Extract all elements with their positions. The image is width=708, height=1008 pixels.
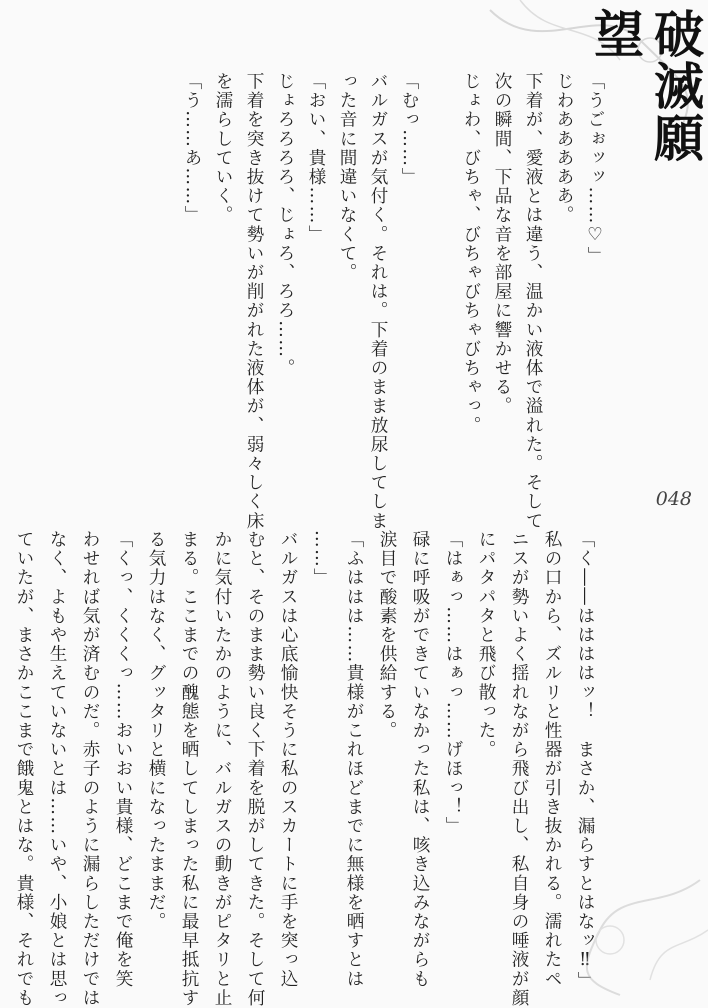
upper-text-block <box>110 72 610 531</box>
text-line: 涙目で酸素を供給する。 <box>377 530 397 741</box>
text-line: まる。ここまでの醜態を晒してしまった私に最早抵抗す <box>179 530 199 1008</box>
text-line: 下着を突き抜けて勢いが削がれた液体が、弱々しく床 <box>244 72 264 531</box>
text-line: 「はぁっ……はぁっ……げほっ！」 <box>443 530 463 836</box>
text-line: バルガスは心底愉快そうに私のスカートに手を突っ込 <box>278 530 298 989</box>
lower-text-block <box>14 530 600 1008</box>
text-line: むと、そのまま勢い良く下着を脱がしてきた。そして何 <box>245 530 265 1008</box>
page-number: 048 <box>655 488 692 510</box>
text-line: わせれば気が済むのだ。赤子のように漏らしただけでは <box>80 530 100 1008</box>
text-line: じわあああああ。 <box>554 72 574 225</box>
text-line: バルガスが気付く。それは。下着のまま放尿してしま <box>368 72 388 531</box>
text-line: 下着が、愛液とは違う、温かい液体で溢れた。そして <box>523 72 543 531</box>
text-line: 「う……あ……」 <box>182 72 202 225</box>
floral-ornament-bottom-icon <box>560 870 708 1000</box>
page-title: 破滅願望 <box>586 8 705 164</box>
text-line: った音に間違いなくて。 <box>337 72 357 283</box>
text-line: 碌に呼吸ができていなかった私は、咳き込みながらも <box>410 530 430 989</box>
text-line: 「おい、貴様……」 <box>306 72 326 244</box>
text-line: 「うごぉッッ……♡」 <box>585 72 605 266</box>
text-line: 次の瞬間、下品な音を部屋に響かせる。 <box>492 72 512 416</box>
text-line: ニスが勢いよく揺れながら飛び出し、私自身の唾液が顔 <box>509 530 529 1008</box>
text-line: ていたが、まさかここまで餓鬼とはな。貴様、それでも <box>14 530 34 1008</box>
text-line: を濡らしていく。 <box>213 72 233 225</box>
text-line: 「く――ははははッ！ まさか、漏らすとはなッ‼」 <box>575 530 595 991</box>
text-line: 「ふははは……貴様がこれほどまでに無様を晒すとは <box>344 530 364 989</box>
text-line: 私の口から、ズルリと性器が引き抜かれる。濡れたペ <box>542 530 562 989</box>
text-line: ……」 <box>311 530 331 588</box>
text-line: じょろろろろ、じょろ、ろろ……。 <box>275 72 295 378</box>
text-line: る気力はなく、グッタリと横になったままだ。 <box>146 530 166 932</box>
text-line: 「くっ、くくくっ……おいおい貴様、どこまで俺を笑 <box>113 530 133 989</box>
text-line: じょわ、びちゃ、びちゃびちゃびちゃっ。 <box>461 72 481 435</box>
text-line: にパタパタと飛び散った。 <box>476 530 496 760</box>
blank-line <box>424 72 455 497</box>
text-line: かに気付いたかのように、バルガスの動きがピタリと止 <box>212 530 232 1008</box>
text-line: なく、よもや生えていないとは……いや、小娘とは思っ <box>47 530 67 1008</box>
text-line: 「むっ……」 <box>399 72 419 187</box>
